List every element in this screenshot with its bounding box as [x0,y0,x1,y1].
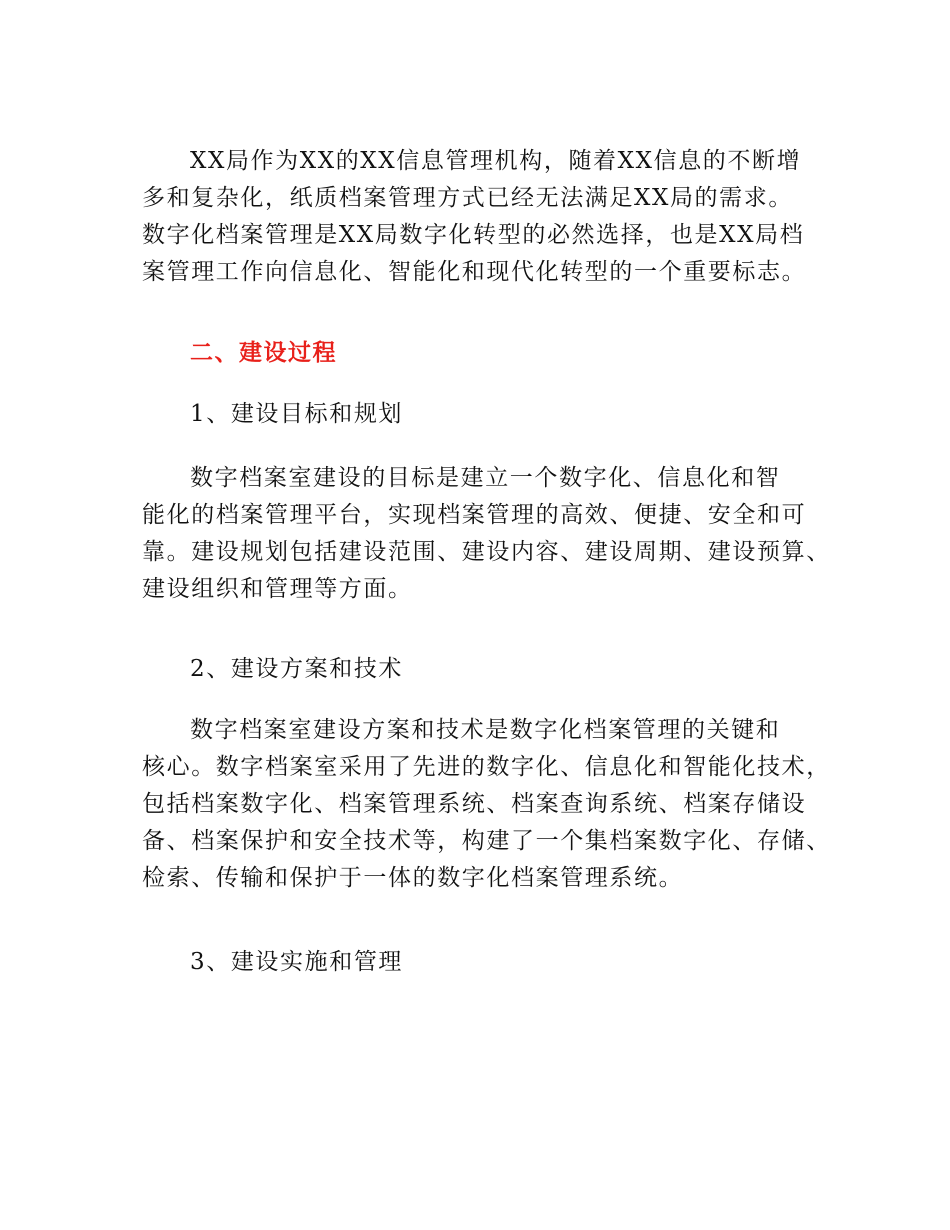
paragraph-line: 核心。数字档案室采用了先进的数字化、信息化和智能化技术， [142,754,831,780]
paragraph-line: 检索、传输和保护于一体的数字化档案管理系统。 [142,865,684,891]
subsection-title-1: 1、建设目标和规划 [190,401,404,427]
paragraph-line: 包括档案数字化、档案管理系统、档案查询系统、档案存储设 [142,791,807,817]
subsection-title-2: 2、建设方案和技术 [190,656,404,682]
paragraph-line: 能化的档案管理平台，实现档案管理的高效、便捷、安全和可 [142,502,807,528]
paragraph-line: 数字档案室建设的目标是建立一个数字化、信息化和智 [190,465,781,491]
paragraph-line: 备、档案保护和安全技术等，构建了一个集档案数字化、存储、 [142,828,831,854]
paragraph-line: XX局作为XX的XX信息管理机构，随着XX信息的不断增 [190,148,802,174]
subsection-paragraph-1 [142,460,831,608]
paragraph-line: 案管理工作向信息化、智能化和现代化转型的一个重要标志。 [142,259,807,285]
subsection-paragraph-2 [142,712,831,897]
paragraph-line: 数字化档案管理是XX局数字化转型的必然选择，也是XX局档 [142,222,805,248]
paragraph-line: 多和复杂化，纸质档案管理方式已经无法满足XX局的需求。 [142,185,793,211]
section-heading: 二、建设过程 [190,340,337,366]
subsection-title-3: 3、建设实施和管理 [190,949,404,975]
intro-paragraph [142,143,812,291]
paragraph-line: 数字档案室建设方案和技术是数字化档案管理的关键和 [190,717,781,743]
paragraph-line: 建设组织和管理等方面。 [142,576,413,602]
paragraph-line: 靠。建设规划包括建设范围、建设内容、建设周期、建设预算、 [142,539,831,565]
